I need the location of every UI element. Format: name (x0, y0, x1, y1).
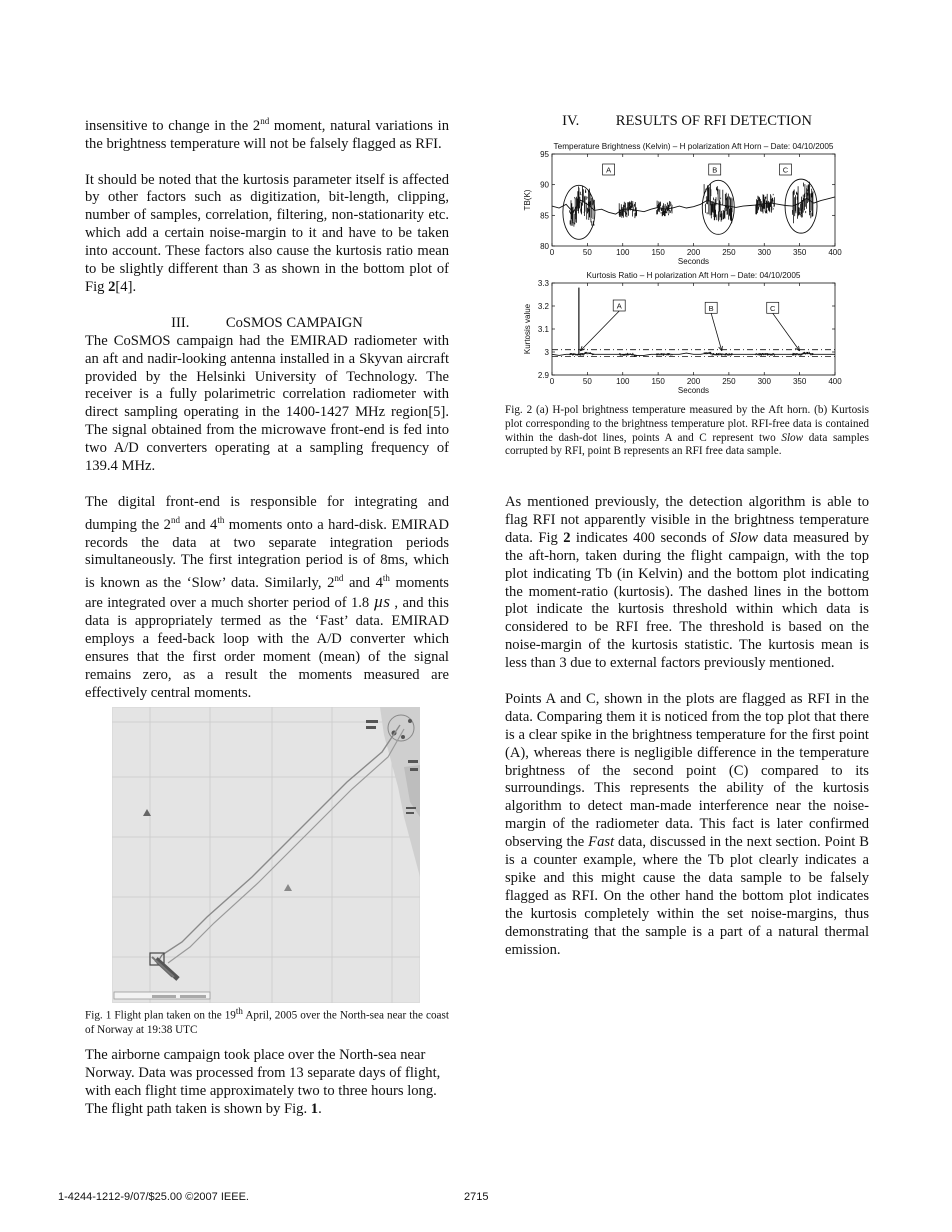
x-tick-label: 150 (651, 377, 665, 386)
data-burst (704, 184, 732, 224)
data-burst (619, 201, 636, 218)
rfi-plots (505, 134, 869, 400)
paragraph: The CoSMOS campaign had the EMIRAD radiometer with an aft and nadir-looking antenna installed in a Skyvan aircraft provided by the Helsinki University of Technology. The receiver is a fully polarimetric correlation radiometer with direct sampling operating in the 1400-1427 MHz region[5]. The signal obtained from the microwave front-end is fed into two A/D converters operating at a sampling frequency of 139.4 MHz. (85, 332, 449, 475)
x-tick-label: 300 (757, 377, 771, 386)
y-tick-label: 3 (544, 348, 549, 357)
highlight-circle (702, 180, 734, 234)
y-tick-label: 80 (540, 242, 549, 251)
section-number: III. (171, 314, 190, 331)
chart-title: Temperature Brightness (Kelvin) – H polarization Aft Horn – Date: 04/10/2005 (553, 142, 834, 151)
annotation-label: B (712, 165, 718, 175)
y-axis-label: TB(K) (523, 189, 532, 211)
footer-copyright: 1-4244-1212-9/07/$25.00 ©2007 IEEE. (58, 1191, 249, 1203)
data-burst (570, 352, 595, 356)
annotation-label: C (770, 303, 776, 313)
x-tick-label: 250 (722, 248, 736, 257)
page-number: 2715 (464, 1191, 489, 1203)
y-tick-label: 3.2 (537, 302, 549, 311)
y-tick-label: 3.1 (537, 325, 549, 334)
data-burst (570, 186, 595, 227)
paragraph: The airborne campaign took place over the North-sea near Norway. Data was processed from 13 separate days of flight, with each flight time approximately two to three hours long. The flight path taken is shown by Fig. 1. (85, 1047, 441, 1117)
annotation-label: B (708, 303, 714, 313)
x-tick-label: 150 (651, 248, 665, 257)
x-tick-label: 100 (616, 248, 630, 257)
figure-caption: Fig. 2 (a) H-pol brightness temperature measured by the Aft horn. (b) Kurtosis plot corresponding to the brightness temperature plot. RFI-free data is contained within the dash-dot lines, points A and C represent two Slow data samples corrupted by RFI, point B represents an RFI free data sample. (505, 404, 869, 458)
x-tick-label: 350 (792, 248, 807, 257)
y-tick-label: 95 (540, 150, 549, 159)
x-tick-label: 100 (616, 377, 630, 386)
x-tick-label: 0 (549, 377, 555, 386)
x-tick-label: 200 (686, 248, 701, 257)
y-axis-label: Kurtosis value (523, 303, 532, 355)
data-burst (704, 352, 732, 356)
section-heading (505, 113, 869, 131)
x-tick-label: 50 (582, 377, 592, 386)
flight-map (112, 707, 420, 1003)
y-tick-label: 3.3 (537, 279, 549, 288)
annotation-arrow (773, 313, 800, 351)
y-tick-label: 2.9 (537, 371, 549, 380)
y-tick-label: 90 (540, 180, 549, 190)
annotation-arrow (580, 311, 619, 351)
x-tick-label: 400 (828, 377, 842, 386)
x-tick-label: 350 (792, 377, 807, 386)
right-column (505, 494, 869, 960)
section-heading (85, 315, 449, 333)
x-axis-label: Seconds (677, 257, 710, 266)
annotation-label: A (606, 165, 612, 175)
x-axis-label: Seconds (677, 386, 710, 395)
paragraph: Points A and C, shown in the plots are flagged as RFI in the data. Comparing them it is noticed from the top plot that there is a clear spike in the brightness temperature for the first point (A), whereas there is negligible difference in the temperature brightness of the second point (C) compared to its surroundings. This represents the ability of the kurtosis algorithm to detect man-made interference near the noise-margin of the radiometer data. This fact is later confirmed observing the Fast data, discussed in the next section. Point B is a counter example, where the Tb plot clearly indicates a spike and this might cause the data sample to be falsely flagged as RFI. On the other hand the bottom plot indicates the kurtosis completely within the set noise-margins, thus demonstrating that the sample is a part of a natural thermal emission. (505, 690, 869, 958)
data-burst (793, 182, 814, 224)
x-tick-label: 250 (722, 377, 736, 386)
section-number: IV. (562, 113, 580, 129)
section-title: RESULTS OF RFI DETECTION (615, 113, 812, 129)
paragraph: The digital front-end is responsible for integrating and dumping the 2nd and 4th moments onto a hard-disk. EMIRAD records the data at two separate integration periods simultaneously. The first integration period is of 8ms, which is known as the ‘Slow’ data. Similarly, 2nd and 4th moments are integrated over a much shorter period of 1.8 µs , and this data is appropriately termed as the ‘Fast’ data. EMIRAD employs a feed-back loop with the A/D converter which ensures that the first order moment (mean) of the signal remains zero, as a result the moments measured are effectively central moments. (85, 493, 449, 701)
x-tick-label: 300 (757, 248, 771, 257)
x-tick-label: 50 (582, 248, 592, 257)
paragraph: As mentioned previously, the detection algorithm is able to flag RFI not apparently visible in the brightness temperature data. Fig 2 indicates 400 seconds of Slow data measured by the aft-horn, taken during the flight campaign, with the top plot indicating Tb (in Kelvin) and the bottom plot indicating the moment-ratio (kurtosis). The dashed lines in the bottom plot indicate the kurtosis threshold within which data is considered to be RFI free. The threshold is based on the noise-margin of the kurtosis statistic. The kurtosis mean is less than 3 due to external factors previously mentioned. (505, 494, 869, 672)
x-tick-label: 200 (686, 377, 701, 386)
annotation-label: A (616, 301, 622, 311)
plot-frame (552, 283, 835, 375)
data-burst (756, 194, 775, 215)
paragraph: insensitive to change in the 2nd moment, natural variations in the brightness temperature will not be falsely flagged as RFI. (85, 116, 449, 152)
annotation-arrow (711, 313, 722, 351)
flight-map-figure (112, 707, 420, 1003)
paragraph: It should be noted that the kurtosis parameter itself is affected by other factors such as digitization, bit-length, clipping, number of samples, correlation, filtering, non-stationarity etc. which add a certain noise-margin to it and have to be taken into account. These factors also cause the kurtosis ratio mean to be slightly different than 3 as shown in the bottom plot of Fig 2[4]. (85, 171, 449, 295)
figure-caption: Fig. 1 Flight plan taken on the 19th April, 2005 over the North-sea near the coast of Norway at 19:38 UTC (85, 1006, 449, 1036)
x-tick-label: 0 (549, 248, 555, 257)
left-column-bottom (85, 1047, 449, 1119)
data-burst (756, 353, 775, 356)
y-tick-label: 85 (540, 211, 549, 221)
left-column (85, 113, 449, 703)
section-title: CoSMOS CAMPAIGN (225, 314, 363, 331)
x-tick-label: 400 (828, 248, 842, 257)
scale-bar (114, 992, 210, 999)
rfi-plot-figure (505, 134, 869, 400)
annotation-label: C (782, 165, 789, 175)
chart-title: Kurtosis Ratio – H polarization Aft Horn – Date: 04/10/2005 (586, 271, 801, 280)
